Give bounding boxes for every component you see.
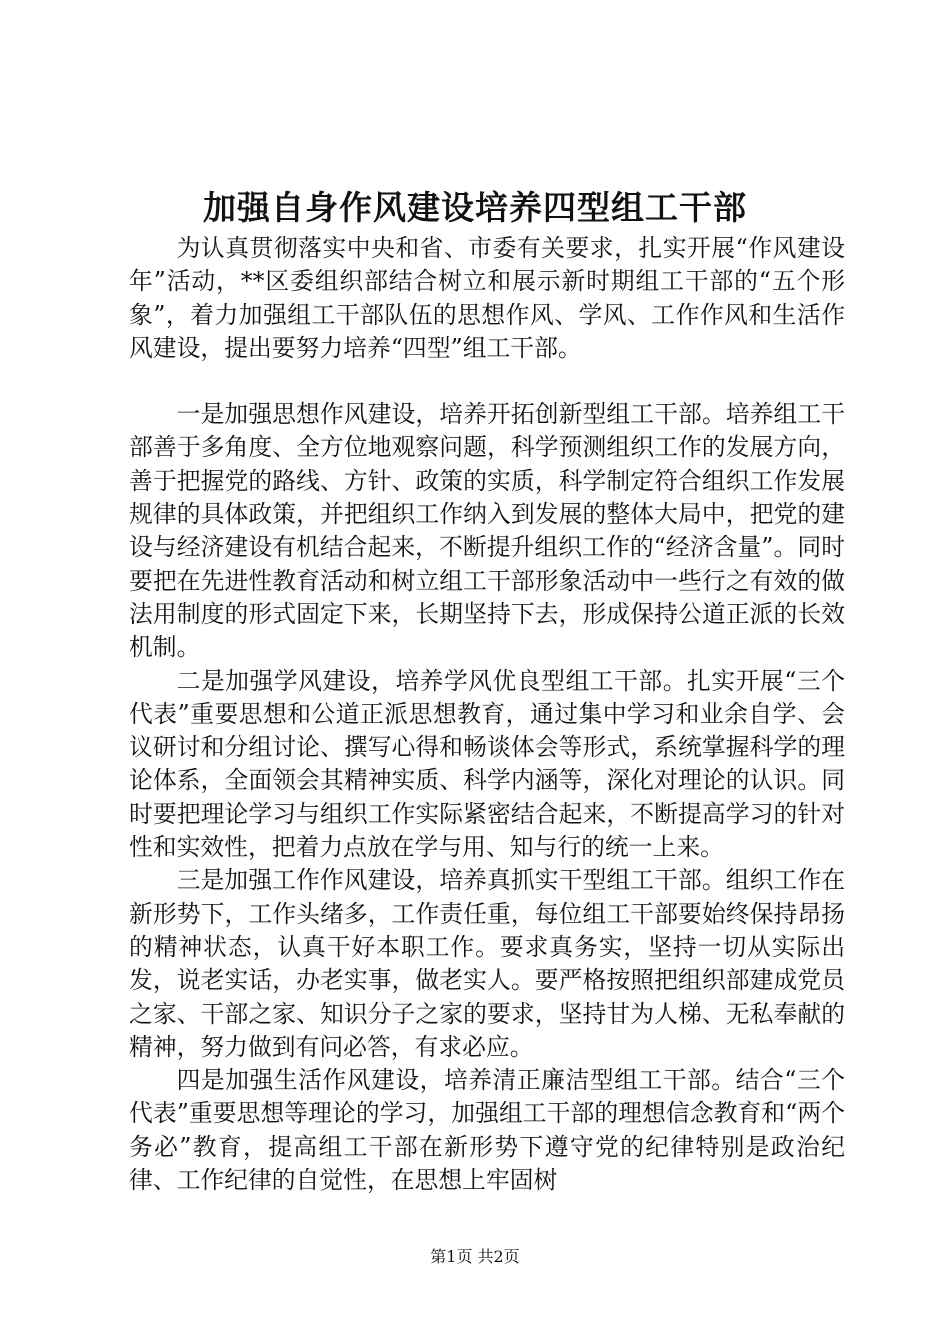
paragraph-intro: 为认真贯彻落实中央和省、市委有关要求，扎实开展“作风建设年”活动，**区委组织部结合树立和展示新时期组工干部的“五个形象”，着力加强组工干部队伍的思想作风、学风、工作作风和生活作风建设，提出要努力培养“四型”组工干部。 [129, 234, 845, 362]
document-body [129, 232, 845, 1197]
page-title: 加强自身作风建设培养四型组工干部 [203, 188, 747, 227]
page-number-footer: 第1页 共2页 [430, 1247, 520, 1266]
paragraph-thought-style: 一是加强思想作风建设，培养开拓创新型组工干部。培养组工干部善于多角度、全方位地观察问题，科学预测组织工作的发展方向，善于把握党的路线、方针、政策的实质，科学制定符合组织工作发展规律的具体政策，并把组织工作纳入到发展的整体大局中，把党的建设与经济建设有机结合起来，不断提升组织工作的“经济含量”。同时要把在先进性教育活动和树立组工干部形象活动中一些行之有效的做法用制度的形式固定下来，长期坚持下去，形成保持公道正派的长效机制。 [129, 400, 845, 662]
paragraph-work-style: 三是加强工作作风建设，培养真抓实干型组工干部。组织工作在新形势下，工作头绪多，工作责任重，每位组工干部要始终保持昂扬的精神状态，认真干好本职工作。要求真务实，坚持一切从实际出发，说老实话，办老实事，做老实人。要严格按照把组织部建成党员之家、干部之家、知识分子之家的要求，坚持甘为人梯、无私奉献的精神，努力做到有问必答，有求必应。 [129, 866, 845, 1061]
paragraph-study-style: 二是加强学风建设，培养学风优良型组工干部。扎实开展“三个代表”重要思想和公道正派思想教育，通过集中学习和业余自学、会议研讨和分组讨论、撰写心得和畅谈体会等形式，系统掌握科学的理论体系，全面领会其精神实质、科学内涵等，深化对理论的认识。同时要把理论学习与组织工作实际紧密结合起来，不断提高学习的针对性和实效性，把着力点放在学与用、知与行的统一上来。 [129, 666, 845, 862]
paragraph-life-style: 四是加强生活作风建设，培养清正廉洁型组工干部。结合“三个代表”重要思想等理论的学习，加强组工干部的理想信念教育和“两个务必”教育，提高组工干部在新形势下遵守党的纪律特别是政治纪律、工作纪律的自觉性，在思想上牢固树 [129, 1066, 845, 1195]
